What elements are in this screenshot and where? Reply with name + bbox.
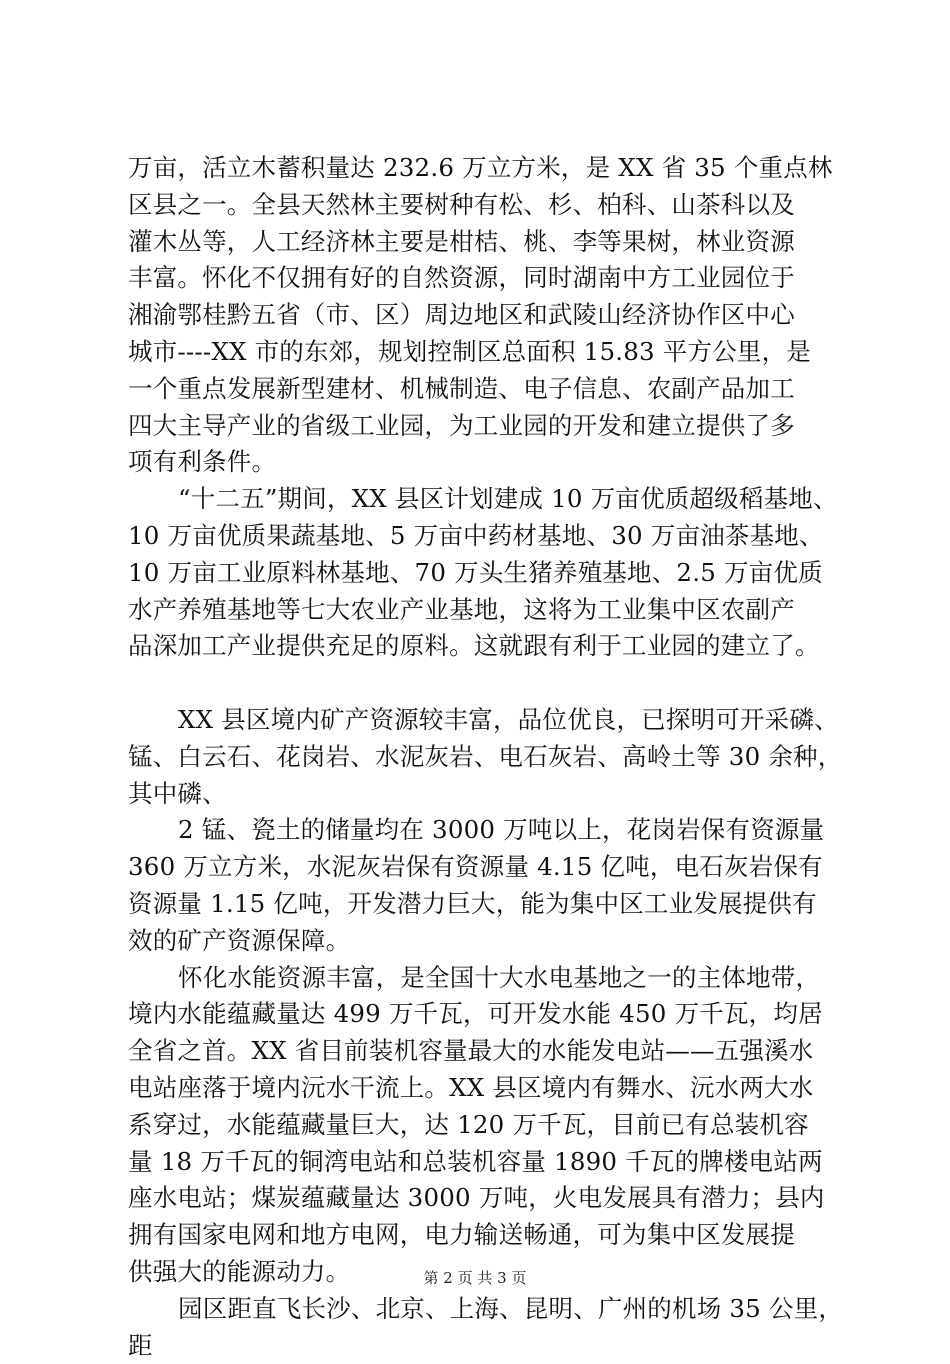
paragraph xyxy=(128,960,848,1291)
document-body xyxy=(128,150,848,1364)
text-line: 10 万亩工业原料林基地、70 万头生猪养殖基地、2.5 万亩优质 xyxy=(128,555,848,592)
text-line: 效的矿产资源保障。 xyxy=(128,923,848,960)
paragraph xyxy=(128,702,848,812)
text-line: 距 xyxy=(128,1328,848,1364)
text-line: 全省之首。XX 省目前装机容量最大的水能发电站——五强溪水 xyxy=(128,1033,848,1070)
text-line: 区县之一。全县天然林主要树种有松、杉、柏科、山茶科以及 xyxy=(128,187,848,224)
text-line: 品深加工产业提供充足的原料。这就跟有利于工业园的建立了。 xyxy=(128,628,848,665)
text-line: 量 18 万千瓦的铜湾电站和总装机容量 1890 千瓦的牌楼电站两 xyxy=(128,1144,848,1181)
text-line: 10 万亩优质果蔬基地、5 万亩中药材基地、30 万亩油茶基地、 xyxy=(128,518,848,555)
text-line: XX 县区境内矿产资源较丰富，品位优良，已探明可开采磷、 xyxy=(128,702,848,739)
text-line: 湘渝鄂桂黔五省（市、区）周边地区和武陵山经济协作区中心 xyxy=(128,297,848,334)
text-line: 境内水能蕴藏量达 499 万千瓦，可开发水能 450 万千瓦，均居 xyxy=(128,996,848,1033)
paragraph xyxy=(128,481,848,665)
text-line: 四大主导产业的省级工业园，为工业园的开发和建立提供了多 xyxy=(128,408,848,445)
paragraph xyxy=(128,812,848,959)
text-line: 万亩，活立木蓄积量达 232.6 万立方米，是 XX 省 35 个重点林 xyxy=(128,150,848,187)
blank-line xyxy=(128,665,848,702)
text-line: “十二五”期间，XX 县区计划建成 10 万亩优质超级稻基地、 xyxy=(128,481,848,518)
text-line: 座水电站；煤炭蕴藏量达 3000 万吨，火电发展具有潜力；县内 xyxy=(128,1180,848,1217)
text-line: 系穿过，水能蕴藏量巨大，达 120 万千瓦，目前已有总装机容 xyxy=(128,1107,848,1144)
text-line: 电站座落于境内沅水干流上。XX 县区境内有舞水、沅水两大水 xyxy=(128,1070,848,1107)
text-line: 一个重点发展新型建材、机械制造、电子信息、农副产品加工 xyxy=(128,371,848,408)
text-line: 丰富。怀化不仅拥有好的自然资源，同时湖南中方工业园位于 xyxy=(128,260,848,297)
text-line: 水产养殖基地等七大农业产业基地，这将为工业集中区农副产 xyxy=(128,592,848,629)
text-line: 怀化水能资源丰富，是全国十大水电基地之一的主体地带， xyxy=(128,960,848,997)
text-line: 城市----XX 市的东郊，规划控制区总面积 15.83 平方公里，是 xyxy=(128,334,848,371)
text-line: 2 锰、瓷土的储量均在 3000 万吨以上，花岗岩保有资源量 xyxy=(128,812,848,849)
page-footer: 第 2 页 共 3 页 xyxy=(0,1268,950,1288)
text-line: 拥有国家电网和地方电网，电力输送畅通，可为集中区发展提 xyxy=(128,1217,848,1254)
text-line: 其中磷、 xyxy=(128,776,848,813)
paragraph xyxy=(128,1291,848,1364)
text-line: 供强大的能源动力。 xyxy=(128,1254,848,1291)
text-line: 资源量 1.15 亿吨，开发潜力巨大，能为集中区工业发展提供有 xyxy=(128,886,848,923)
paragraph xyxy=(128,150,848,481)
text-line: 360 万立方米，水泥灰岩保有资源量 4.15 亿吨，电石灰岩保有 xyxy=(128,849,848,886)
text-line: 项有利条件。 xyxy=(128,444,848,481)
text-line: 灌木丛等，人工经济林主要是柑桔、桃、李等果树，林业资源 xyxy=(128,224,848,261)
text-line: 园区距直飞长沙、北京、上海、昆明、广州的机场 35 公里， xyxy=(128,1291,848,1328)
text-line: 锰、白云石、花岗岩、水泥灰岩、电石灰岩、高岭土等 30 余种， xyxy=(128,739,848,776)
